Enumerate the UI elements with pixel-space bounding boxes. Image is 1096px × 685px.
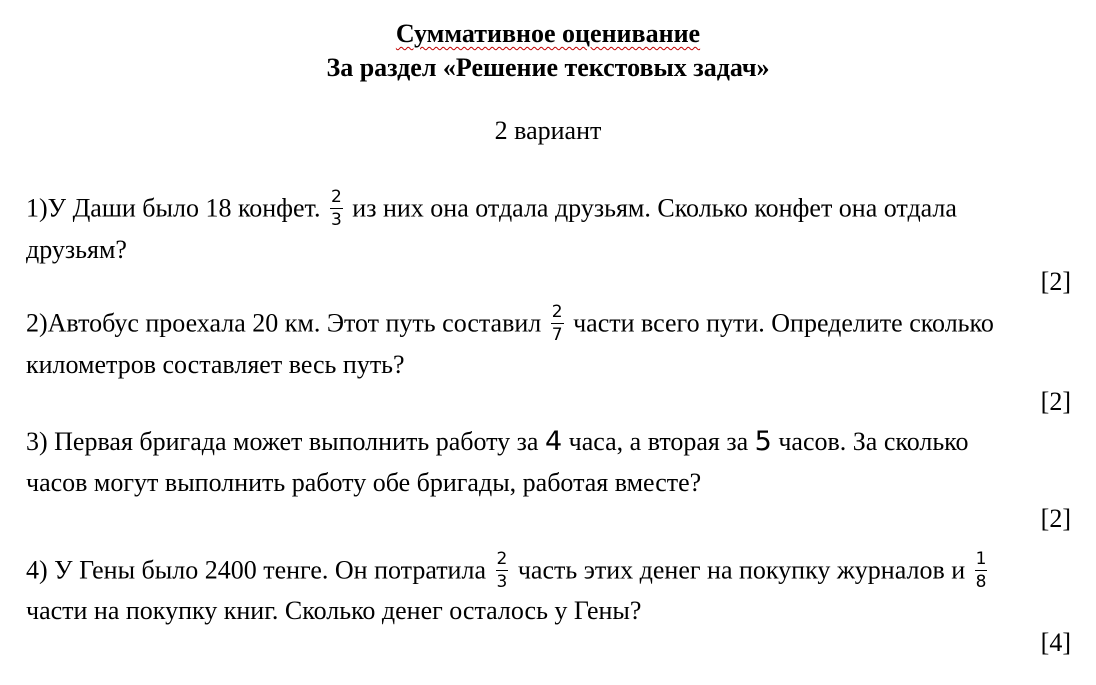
task-4-fraction-2-denominator: 8: [975, 572, 987, 592]
task-4-fraction-2: [975, 550, 988, 591]
task-1-score: [2]: [1040, 267, 1071, 296]
task-2-line-1: [26, 302, 994, 346]
task-1-line-1: [26, 187, 957, 231]
task-1-fraction-numerator: 2: [330, 187, 342, 207]
task-2-text-b: части всего пути. Определите сколько: [566, 308, 994, 338]
task-1-line-2: друзьям?: [26, 235, 127, 264]
task-2-line-2: километров составляет весь путь?: [26, 350, 405, 379]
task-2-text-a: 2)Автобус проехала 20 км. Этот путь составил: [26, 308, 548, 338]
task-3-text-a: 3) Первая бригада может выполнить работу за: [26, 427, 545, 456]
task-4-fraction-1: [496, 550, 509, 591]
task-2-fraction-denominator: 7: [551, 325, 563, 345]
task-3-number-a: 4: [544, 426, 563, 457]
task-4-score: [4]: [1040, 628, 1071, 657]
task-3-text-b: часа, а вторая за: [562, 427, 755, 456]
task-3-number-b: 5: [754, 426, 772, 457]
task-4-fraction-2-numerator: 1: [975, 549, 987, 569]
task-3-line-2: часов могут выполнить работу обе бригады, работая вместе?: [26, 468, 702, 497]
task-4-fraction-1-numerator: 2: [496, 549, 508, 569]
task-4-text-b: часть этих денег на покупку журналов и: [511, 555, 972, 585]
task-4-text-a: 4) У Гены было 2400 тенге. Он потратила: [26, 555, 493, 585]
task-1-text-a: 1)У Даши было 18 конфет.: [26, 193, 327, 223]
task-3-score: [2]: [1040, 504, 1071, 533]
document-title: Суммативное оценивание: [395, 19, 701, 48]
task-1-text-b: из них она отдала друзьям. Сколько конфет она отдала: [345, 193, 957, 223]
task-2-fraction-numerator: 2: [551, 302, 563, 322]
task-2-fraction: [551, 303, 564, 344]
task-4-line-2: части на покупку книг. Сколько денег осталось у Гены?: [26, 596, 642, 625]
document-subtitle: За раздел «Решение текстовых задач»: [326, 53, 770, 82]
task-4-fraction-1-denominator: 3: [496, 572, 508, 592]
task-3-text-c: часов. За сколько: [771, 427, 969, 456]
task-1-fraction-denominator: 3: [330, 210, 342, 230]
task-3-line-1: [26, 427, 969, 457]
task-2-score: [2]: [1040, 387, 1071, 416]
variant-label: 2 вариант: [494, 116, 602, 145]
task-4-line-1: [26, 549, 990, 593]
task-1-fraction: [330, 188, 343, 229]
